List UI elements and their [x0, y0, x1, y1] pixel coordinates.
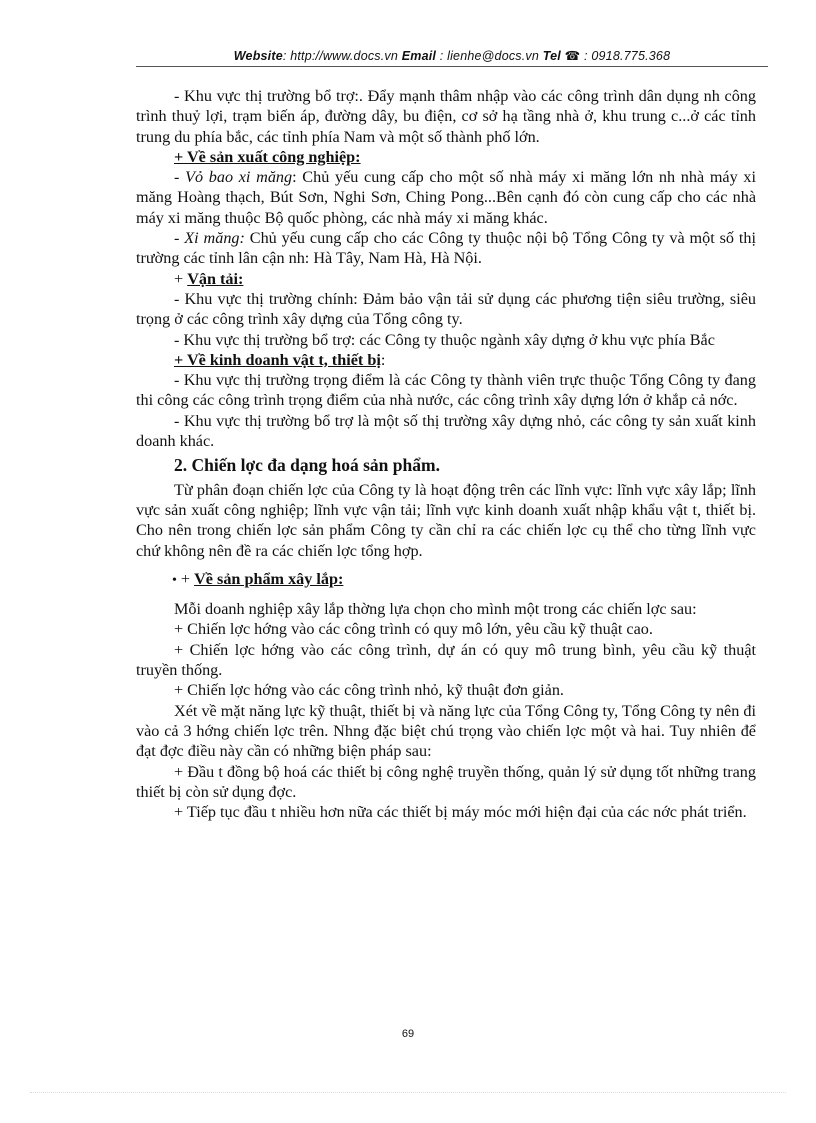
paragraph: + Chiến lợc hớng vào các công trình, dự án có quy mô trung bình, yêu cầu kỹ thuật truyền thống. — [136, 640, 756, 680]
subheading-cong-nghiep: + Về sản xuất công nghiệp: — [174, 147, 361, 166]
paragraph: + Đầu t đồng bộ hoá các thiết bị công nghệ truyền thống, quản lý sử dụng tốt những trang thiết bị còn sử dụng đợc. — [136, 762, 756, 801]
colon: : — [380, 350, 386, 369]
paragraph: - Khu vực thị trường trọng điểm là các Công ty thành viên trực thuộc Tổng Công ty đang thi công các công trình trọng điểm của nhà nước, các công trình xây dựng lớn ở khắp cả nớc. — [136, 371, 756, 410]
term-xi-mang: - Xi măng: — [174, 229, 245, 248]
plus-marker: + — [174, 269, 188, 288]
paragraph: Từ phân đoạn chiến lợc của Công ty là hoạt động trên các lĩnh vực: lĩnh vực xây lắp; lĩnh vực sản xuất công nghiệp; lĩnh vực vận tải; lĩnh vực kinh doanh xuất nhập khẩu vật t, thiết bị. Cho nên trong chiến lợc sản phẩm Công ty cần chỉ ra các chiến lợc cụ thể cho từng lĩnh vực chứ không nên đề ra các chiến lợc tổng hợp. — [136, 480, 756, 560]
page-bottom-border — [30, 1092, 786, 1093]
paragraph: Xét về mặt năng lực kỹ thuật, thiết bị và năng lực của Tổng Công ty, Tổng Công ty nên đi vào cả 3 hớng chiến lợc trên. Nhng đặc biệt chú trọng vào chiến lợc một và hai. Tuy nhiên để đạt đợc điều này cần có những biện pháp sau: — [136, 701, 756, 761]
paragraph: + Chiến lợc hớng vào các công trình có quy mô lớn, yêu cầu kỹ thuật cao. — [174, 620, 653, 639]
website-value: : http://www.docs.vn — [282, 49, 402, 63]
page-header — [136, 48, 768, 63]
page-number: 69 — [401, 1028, 415, 1040]
paragraph: - Khu vực thị trường chính: Đảm bảo vận tải sử dụng các phương tiện siêu trường, siêu trọng ở các công trình xây dựng của Tổng công ty. — [136, 289, 756, 329]
paragraph — [136, 167, 756, 228]
paragraph: + Chiến lợc hớng vào các công trình nhỏ, kỹ thuật đơn giản. — [174, 681, 564, 700]
email-value: : lienhe@docs.vn — [436, 49, 543, 63]
paragraph-text: : Chủ yếu cung cấp cho một số nhà máy xi măng lớn nh nhà máy xi măng Hoàng thạch, Bút Sơn, Nghi Sơn, Ching Pong...Bên cạnh đó còn cung cấp cho các nhà máy xi măng thuộc Bộ quốc phòng, các nhà máy xi măng khác. — [136, 168, 756, 227]
paragraph: Mỗi doanh nghiệp xây lắp thờng lựa chọn cho mình một trong các chiến lợc sau: — [174, 600, 697, 619]
paragraph: - Khu vực thị trường bổ trợ:. Đẩy mạnh thâm nhập vào các công trình dân dụng nh công trình thuỷ lợi, trạm biến áp, đường dây, bu điện, cơ sở hạ tầng nhà ở, khu trung c...ở các tỉnh trung du phía bắc, các tỉnh phía Nam và một số thành phố lớn. — [136, 87, 756, 146]
subheading-vat-tu-text: + Về kinh doanh vật t, thiết bị — [174, 350, 381, 369]
paragraph — [136, 228, 756, 269]
section-heading: 2. Chiến lợc đa dạng hoá sản phẩm. — [174, 455, 440, 476]
bullet-icon: • — [172, 572, 177, 588]
tel-value: ☎ : 0918.775.368 — [560, 49, 671, 63]
website-label: Website — [233, 49, 283, 63]
subheading-xay-lap — [136, 569, 756, 591]
paragraph: + Tiếp tục đầu t nhiều hơn nữa các thiết bị máy móc mới hiện đại của các nớc phát triển. — [174, 803, 747, 822]
email-label: Email — [401, 49, 437, 63]
header-divider — [136, 66, 768, 67]
paragraph-text: Chủ yếu cung cấp cho các Công ty thuộc nội bộ Tổng Công ty và một số thị trường các tỉnh lân cận nh: Hà Tây, Nam Hà, Hà Nội. — [136, 229, 756, 268]
term-vo-bao: - Vỏ bao xi măng — [174, 168, 293, 187]
subheading-van-tai — [136, 269, 756, 289]
tel-label: Tel — [542, 49, 561, 63]
subheading-xay-lap-text: Về sản phẩm xây lắp: — [194, 569, 344, 588]
paragraph: - Khu vực thị trường bổ trợ: các Công ty thuộc ngành xây dựng ở khu vực phía Bắc — [174, 330, 715, 349]
paragraph: - Khu vực thị trường bổ trợ là một số thị trường xây dựng nhỏ, các công ty sản xuất kinh doanh khác. — [136, 411, 756, 451]
subheading-vat-tu — [136, 350, 756, 370]
plus-marker: + — [180, 569, 195, 588]
document-body — [136, 86, 756, 822]
subheading-van-tai-text: Vận tải: — [187, 269, 244, 288]
